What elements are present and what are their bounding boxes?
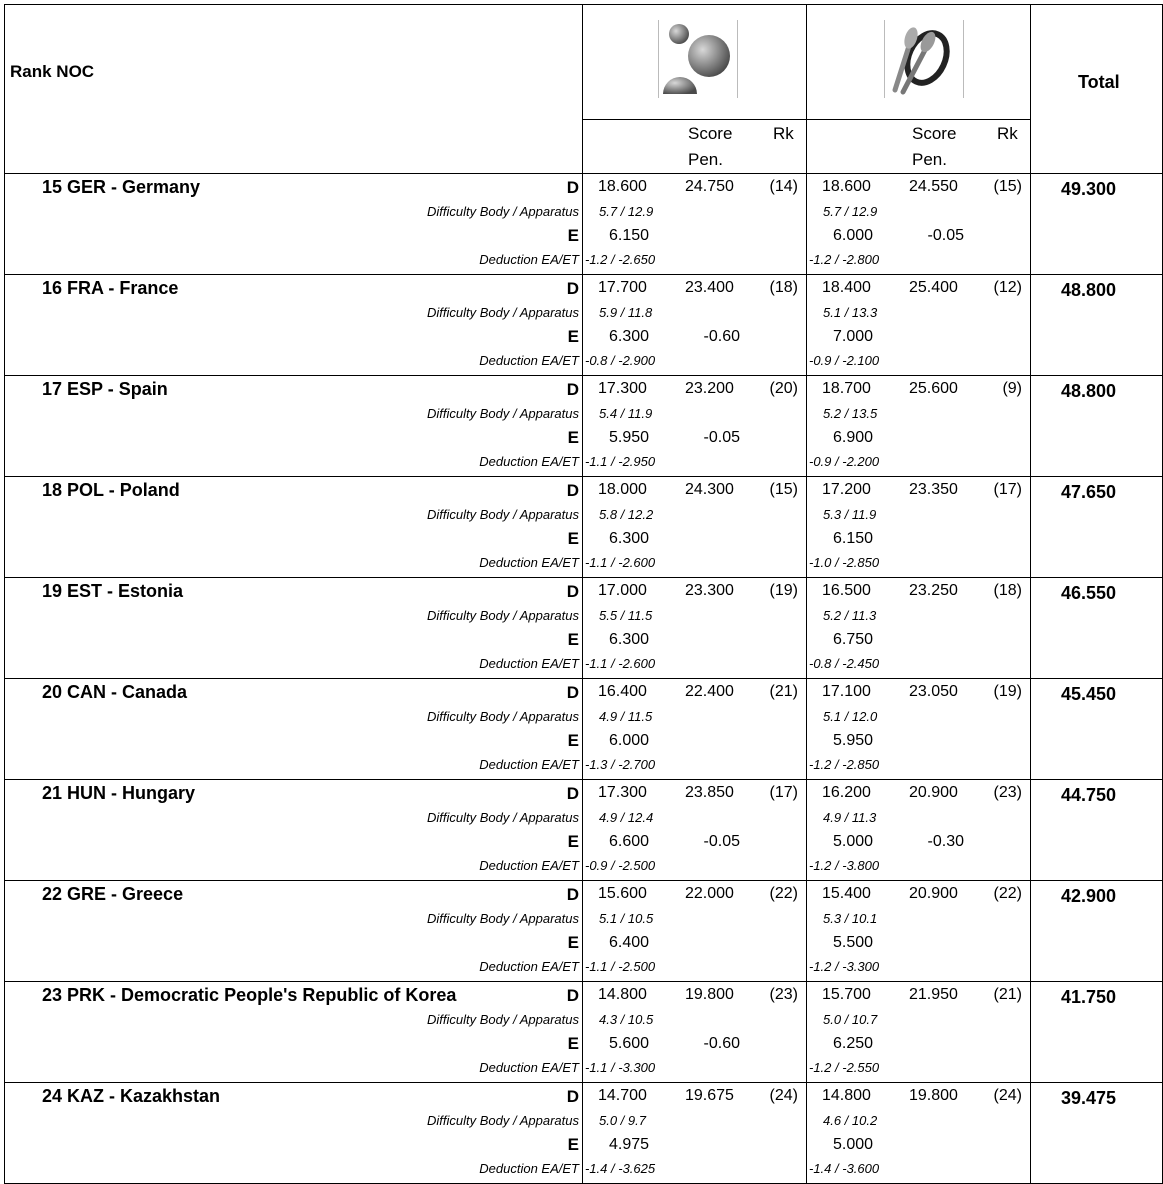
apparatus-2-rk-header: Rk	[997, 124, 1018, 143]
apparatus-score: 25.600	[909, 380, 958, 397]
table-row	[0, 578, 1163, 679]
difficulty-value: 5.0 / 10.7	[823, 1012, 878, 1027]
apparatus-rank: (17)	[769, 784, 798, 801]
deduction-value: -1.4 / -3.600	[809, 1161, 880, 1176]
difficulty-label: Difficulty Body / Apparatus	[427, 1113, 579, 1128]
deduction-value: -0.8 / -2.900	[585, 353, 656, 368]
deduction-value: -1.2 / -3.300	[809, 959, 880, 974]
difficulty-value: 5.2 / 13.5	[823, 406, 878, 421]
apparatus-score: 23.350	[909, 481, 958, 498]
d-score: 17.200	[822, 481, 871, 498]
difficulty-value: 4.3 / 10.5	[599, 1012, 654, 1027]
total-score: 42.900	[1061, 886, 1117, 906]
d-label: D	[566, 582, 579, 601]
deduction-label: Deduction EA/ET	[479, 555, 579, 570]
difficulty-value: 5.1 / 10.5	[599, 911, 654, 926]
difficulty-value: 4.9 / 11.5	[599, 709, 653, 724]
d-score: 18.700	[822, 380, 871, 397]
deduction-value: -0.9 / -2.100	[809, 353, 880, 368]
apparatus-score: 22.400	[685, 683, 734, 700]
apparatus-rank: (9)	[1002, 380, 1022, 397]
deduction-value: -1.0 / -2.850	[809, 555, 880, 570]
difficulty-label: Difficulty Body / Apparatus	[427, 204, 579, 219]
e-score: 7.000	[833, 328, 874, 345]
difficulty-value: 5.5 / 11.5	[599, 608, 653, 623]
e-score: 5.600	[609, 1035, 650, 1052]
apparatus-score: 23.200	[685, 380, 734, 397]
deduction-label: Deduction EA/ET	[479, 1161, 579, 1176]
apparatus-score: 23.850	[685, 784, 734, 801]
d-score: 16.400	[598, 683, 647, 700]
deduction-value: -1.2 / -2.850	[809, 757, 880, 772]
deduction-label: Deduction EA/ET	[479, 959, 579, 974]
total-header: Total	[1078, 72, 1120, 92]
difficulty-value: 5.2 / 11.3	[823, 608, 877, 623]
e-score: 5.950	[609, 429, 650, 446]
total-score: 45.450	[1061, 684, 1117, 704]
e-score: 6.300	[609, 530, 650, 547]
d-score: 17.700	[598, 279, 647, 296]
apparatus-score: 22.000	[685, 885, 734, 902]
difficulty-value: 5.3 / 10.1	[823, 911, 878, 926]
e-score: 4.975	[609, 1136, 650, 1153]
difficulty-label: Difficulty Body / Apparatus	[427, 709, 579, 724]
d-label: D	[566, 784, 579, 803]
table-row	[0, 982, 1163, 1083]
difficulty-value: 5.3 / 11.9	[823, 507, 877, 522]
rank-noc: 19 EST - Estonia	[42, 581, 184, 601]
difficulty-value: 5.8 / 12.2	[599, 507, 654, 522]
e-score: 5.500	[833, 934, 874, 951]
total-score: 47.650	[1061, 482, 1117, 502]
e-score: 6.300	[609, 328, 650, 345]
deduction-value: -1.1 / -3.300	[585, 1060, 656, 1075]
d-label: D	[566, 1087, 579, 1106]
e-score: 6.150	[609, 227, 650, 244]
apparatus-rank: (18)	[993, 582, 1022, 599]
apparatus-2-header	[884, 20, 964, 98]
deduction-value: -1.2 / -2.650	[585, 252, 656, 267]
pen-label: Pen.	[912, 150, 947, 169]
deduction-value: -0.8 / -2.450	[809, 656, 880, 671]
d-score: 14.700	[598, 1087, 647, 1104]
d-label: D	[566, 178, 579, 197]
apparatus-rank: (14)	[769, 178, 798, 195]
e-label: E	[567, 327, 579, 346]
apparatus-score: 21.950	[909, 986, 958, 1003]
apparatus-rank: (24)	[993, 1087, 1022, 1104]
pen-label: Pen.	[688, 150, 723, 169]
deduction-label: Deduction EA/ET	[479, 656, 579, 671]
apparatus-score: 25.400	[909, 279, 958, 296]
difficulty-value: 4.9 / 12.4	[599, 810, 654, 825]
d-score: 18.000	[598, 481, 647, 498]
d-score: 15.600	[598, 885, 647, 902]
apparatus-rank: (21)	[769, 683, 798, 700]
difficulty-value: 5.1 / 12.0	[823, 709, 878, 724]
d-label: D	[566, 481, 579, 500]
difficulty-label: Difficulty Body / Apparatus	[427, 1012, 579, 1027]
apparatus-rank: (22)	[769, 885, 798, 902]
d-score: 17.000	[598, 582, 647, 599]
d-score: 15.400	[822, 885, 871, 902]
apparatus-score: 24.750	[685, 178, 734, 195]
apparatus-score: 20.900	[909, 885, 958, 902]
difficulty-label: Difficulty Body / Apparatus	[427, 810, 579, 825]
deduction-value: -1.2 / -2.550	[809, 1060, 880, 1075]
apparatus-rank: (19)	[993, 683, 1022, 700]
d-label: D	[566, 885, 579, 904]
table-row	[0, 174, 1163, 275]
apparatus-rank: (18)	[769, 279, 798, 296]
rank-noc: 24 KAZ - Kazakhstan	[42, 1086, 221, 1106]
deduction-value: -1.2 / -2.800	[809, 252, 880, 267]
penalty: -0.30	[927, 833, 964, 850]
deduction-label: Deduction EA/ET	[479, 353, 579, 368]
apparatus-1-header	[658, 20, 738, 98]
penalty: -0.60	[703, 1035, 740, 1052]
deduction-label: Deduction EA/ET	[479, 757, 579, 772]
deduction-value: -1.2 / -3.800	[809, 858, 880, 873]
e-label: E	[567, 1135, 579, 1154]
difficulty-label: Difficulty Body / Apparatus	[427, 608, 579, 623]
e-score: 5.000	[833, 1136, 874, 1153]
header-subdivider	[582, 119, 1030, 120]
apparatus-score: 24.300	[685, 481, 734, 498]
penalty: -0.05	[703, 429, 740, 446]
d-score: 16.500	[822, 582, 871, 599]
e-score: 6.900	[833, 429, 874, 446]
table-row	[0, 275, 1163, 376]
e-score: 5.000	[833, 833, 874, 850]
apparatus-score: 19.800	[909, 1087, 958, 1104]
d-score: 15.700	[822, 986, 871, 1003]
d-score: 17.300	[598, 784, 647, 801]
e-label: E	[567, 1034, 579, 1053]
difficulty-label: Difficulty Body / Apparatus	[427, 507, 579, 522]
e-label: E	[567, 529, 579, 548]
rank-noc: 21 HUN - Hungary	[42, 783, 196, 803]
e-score: 6.300	[609, 631, 650, 648]
table-row	[0, 679, 1163, 780]
apparatus-rank: (23)	[769, 986, 798, 1003]
deduction-value: -1.1 / -2.600	[585, 555, 656, 570]
apparatus-rank: (17)	[993, 481, 1022, 498]
penalty: -0.05	[927, 227, 964, 244]
penalty: -0.05	[703, 833, 740, 850]
d-score: 16.200	[822, 784, 871, 801]
d-score: 17.300	[598, 380, 647, 397]
d-label: D	[566, 279, 579, 298]
difficulty-value: 5.7 / 12.9	[599, 204, 654, 219]
deduction-value: -0.9 / -2.200	[809, 454, 880, 469]
total-score: 39.475	[1061, 1088, 1117, 1108]
table-row	[0, 477, 1163, 578]
apparatus-rank: (22)	[993, 885, 1022, 902]
rank-noc: 15 GER - Germany	[42, 177, 201, 197]
difficulty-value: 4.6 / 10.2	[823, 1113, 878, 1128]
d-score: 17.100	[822, 683, 871, 700]
apparatus-score: 23.050	[909, 683, 958, 700]
total-score: 48.800	[1061, 381, 1117, 401]
total-score: 49.300	[1061, 179, 1117, 199]
score-label: Score	[912, 124, 957, 143]
apparatus-score: 19.675	[685, 1087, 734, 1104]
total-score: 41.750	[1061, 987, 1117, 1007]
penalty: -0.60	[703, 328, 740, 345]
rank-noc: 22 GRE - Greece	[42, 884, 184, 904]
apparatus-rank: (20)	[769, 380, 798, 397]
apparatus-1-rk-header: Rk	[773, 124, 794, 143]
e-score: 6.750	[833, 631, 874, 648]
difficulty-value: 5.1 / 13.3	[823, 305, 878, 320]
rank-noc: 16 FRA - France	[42, 278, 179, 298]
rank-noc-header: Rank NOC	[10, 62, 95, 81]
d-label: D	[566, 986, 579, 1005]
e-label: E	[567, 428, 579, 447]
e-score: 6.600	[609, 833, 650, 850]
d-score: 14.800	[598, 986, 647, 1003]
apparatus-rank: (19)	[769, 582, 798, 599]
apparatus-2-score-header	[912, 121, 956, 173]
table-row	[0, 376, 1163, 477]
deduction-label: Deduction EA/ET	[479, 858, 579, 873]
difficulty-label: Difficulty Body / Apparatus	[427, 305, 579, 320]
apparatus-1-score-header	[688, 121, 732, 173]
total-score: 46.550	[1061, 583, 1117, 603]
difficulty-label: Difficulty Body / Apparatus	[427, 406, 579, 421]
d-label: D	[566, 380, 579, 399]
deduction-value: -1.1 / -2.600	[585, 656, 656, 671]
e-label: E	[567, 226, 579, 245]
d-score: 18.400	[822, 279, 871, 296]
deduction-value: -1.4 / -3.625	[585, 1161, 656, 1176]
deduction-value: -1.3 / -2.700	[585, 757, 656, 772]
difficulty-value: 5.4 / 11.9	[599, 406, 653, 421]
difficulty-value: 5.0 / 9.7	[599, 1113, 646, 1128]
d-score: 14.800	[822, 1087, 871, 1104]
rank-noc: 23 PRK - Democratic People's Republic of Korea	[42, 985, 457, 1005]
deduction-value: -0.9 / -2.500	[585, 858, 656, 873]
apparatus-score: 23.400	[685, 279, 734, 296]
apparatus-score: 24.550	[909, 178, 958, 195]
d-score: 18.600	[822, 178, 871, 195]
apparatus-rank: (15)	[769, 481, 798, 498]
apparatus-rank: (12)	[993, 279, 1022, 296]
e-label: E	[567, 731, 579, 750]
table-row	[0, 1083, 1163, 1184]
d-label: D	[566, 683, 579, 702]
apparatus-score: 23.250	[909, 582, 958, 599]
rank-noc: 20 CAN - Canada	[42, 682, 188, 702]
e-score: 6.400	[609, 934, 650, 951]
e-score: 6.000	[609, 732, 650, 749]
e-label: E	[567, 832, 579, 851]
deduction-label: Deduction EA/ET	[479, 1060, 579, 1075]
deduction-label: Deduction EA/ET	[479, 252, 579, 267]
e-score: 6.000	[833, 227, 874, 244]
difficulty-value: 4.9 / 11.3	[823, 810, 877, 825]
apparatus-score: 23.300	[685, 582, 734, 599]
rank-noc: 18 POL - Poland	[42, 480, 180, 500]
e-score: 6.250	[833, 1035, 874, 1052]
difficulty-value: 5.9 / 11.8	[599, 305, 653, 320]
deduction-value: -1.1 / -2.500	[585, 959, 656, 974]
total-score: 48.800	[1061, 280, 1117, 300]
total-score: 44.750	[1061, 785, 1117, 805]
apparatus-rank: (23)	[993, 784, 1022, 801]
table-row	[0, 780, 1163, 881]
e-score: 5.950	[833, 732, 874, 749]
difficulty-label: Difficulty Body / Apparatus	[427, 911, 579, 926]
clubs-hoop-icon	[885, 20, 963, 96]
apparatus-score: 19.800	[685, 986, 734, 1003]
apparatus-rank: (24)	[769, 1087, 798, 1104]
e-label: E	[567, 933, 579, 952]
deduction-label: Deduction EA/ET	[479, 454, 579, 469]
e-score: 6.150	[833, 530, 874, 547]
apparatus-rank: (21)	[993, 986, 1022, 1003]
apparatus-score: 20.900	[909, 784, 958, 801]
apparatus-rank: (15)	[993, 178, 1022, 195]
e-label: E	[567, 630, 579, 649]
deduction-value: -1.1 / -2.950	[585, 454, 656, 469]
rank-noc: 17 ESP - Spain	[42, 379, 168, 399]
d-score: 18.600	[598, 178, 647, 195]
table-row	[0, 881, 1163, 982]
balls-icon	[659, 20, 737, 96]
difficulty-value: 5.7 / 12.9	[823, 204, 878, 219]
score-label: Score	[688, 124, 733, 143]
